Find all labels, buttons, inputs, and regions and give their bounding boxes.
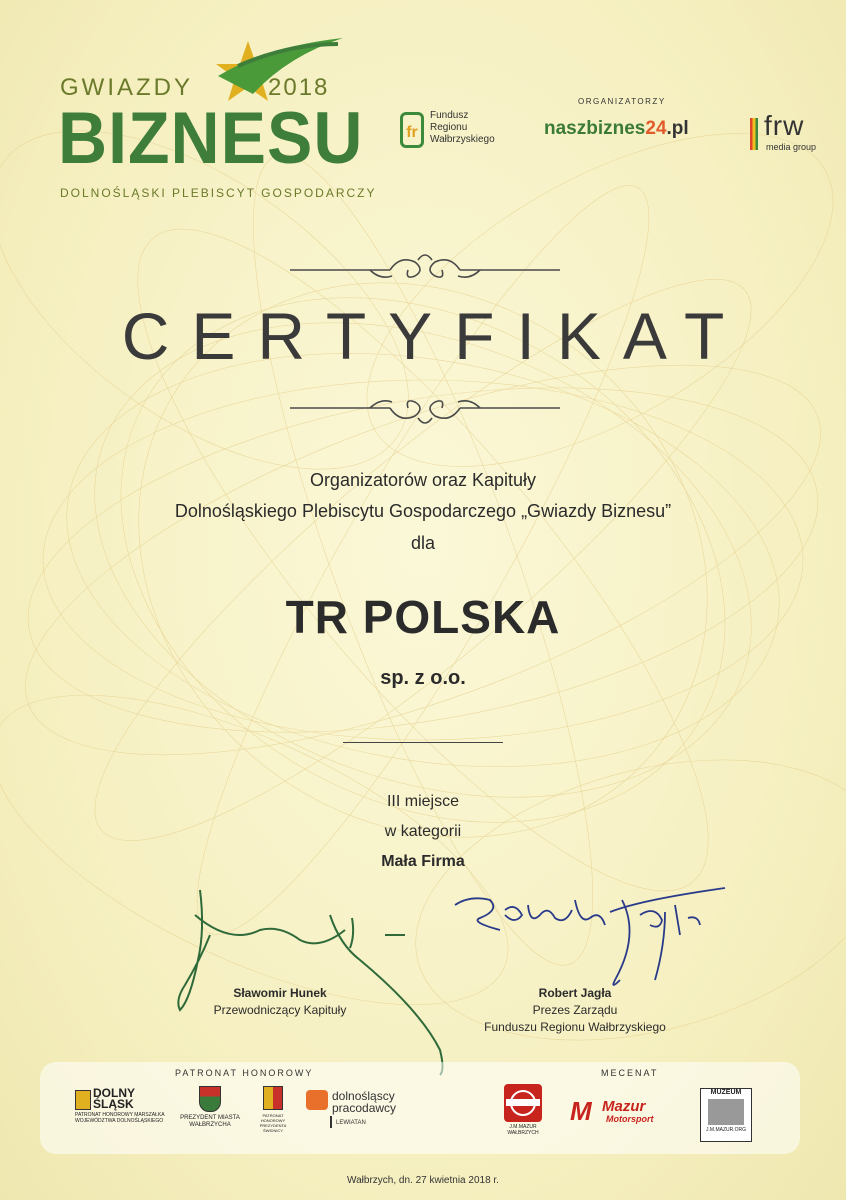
organizers-label: ORGANIZATORZY — [578, 97, 666, 106]
signer-role-organization: Funduszu Regionu Wałbrzyskiego — [484, 1020, 666, 1034]
muzeum-name: MUZEUM — [710, 1089, 742, 1096]
mecenat-label: MECENAT — [601, 1068, 659, 1078]
logo-gwiazdy-text: GWIAZDY — [60, 74, 193, 101]
logo-year: 2018 — [268, 74, 330, 101]
mazur-name: Mazur — [602, 1098, 646, 1115]
dolny-slask-subtitle: PATRONAT HONOROWY MARSZAŁKA WOJEWÓDZTWA DOLNOŚLĄSKIEGO — [75, 1112, 165, 1124]
mazur-motorsport-logo — [570, 1096, 680, 1126]
dolny-slask-logo — [75, 1088, 165, 1133]
muzeum-url: J.M.MAZUR.ORG — [706, 1127, 746, 1133]
swidnica-crest-icon — [263, 1086, 283, 1110]
signer-role: Przewodniczący Kapituły — [213, 1003, 347, 1017]
certificate-title: CERTYFIKAT — [121, 299, 747, 373]
signer-name: Robert Jagła — [538, 986, 612, 1000]
nissan-logo — [500, 1084, 546, 1142]
signature-hunek-icon — [178, 890, 442, 1075]
mazur-subtitle: Motorsport — [606, 1114, 654, 1124]
dolnoslascy-pracodawcy-logo — [306, 1090, 406, 1134]
fundusz-icon: fr — [400, 112, 424, 148]
nissan-dealer-text: J.M.MAZUR WAŁBRZYCH — [507, 1124, 539, 1136]
logo-biznesu-text: BIZNESU — [58, 97, 364, 180]
for-line: dla — [410, 533, 436, 553]
mazur-mark-icon: M — [570, 1096, 592, 1126]
prezydent-walbrzycha-logo — [175, 1086, 245, 1134]
award-category: Mała Firma — [381, 853, 465, 870]
company-legal-form: sp. z o.o. — [380, 667, 466, 689]
walbrzych-crest-icon — [199, 1086, 221, 1112]
prezydent-text: PREZYDENT MIASTA WAŁBRZYCHA — [180, 1115, 240, 1128]
frw-subtitle: media group — [766, 142, 817, 152]
dolny-slask-name: DOLNY ŚLĄSK — [93, 1086, 135, 1111]
signature-jagla-icon — [455, 888, 725, 985]
lewiatan-name: LEWIATAN — [336, 1120, 366, 1126]
prezydent-swidnicy-logo — [248, 1086, 298, 1134]
issue-date: Wałbrzych, dn. 27 kwietnia 2018 r. — [347, 1175, 499, 1186]
nasz-suffix: .pl — [666, 118, 689, 139]
organizers-line: Organizatorów oraz Kapituły — [309, 470, 537, 490]
signer-role: Prezes Zarządu — [532, 1003, 618, 1017]
patronat-swidnica-text: PATRONAT HONOROWY PREZYDENTA ŚWIDNICY — [259, 1113, 287, 1133]
nasz-number: 24 — [645, 118, 667, 139]
eagle-crest-icon — [75, 1090, 91, 1110]
nissan-icon — [504, 1084, 542, 1122]
signature-block-hunek — [200, 985, 360, 1019]
dp-name: dolnośląscy pracodawcy — [332, 1089, 397, 1115]
award-place: III miejsce — [386, 793, 459, 810]
signature-block-jagla — [470, 985, 680, 1036]
dp-mark-icon — [306, 1090, 328, 1110]
nasz-prefix: naszbiznes — [544, 118, 646, 139]
patronat-label: PATRONAT HONOROWY — [175, 1068, 314, 1078]
muzeum-building-icon — [708, 1099, 744, 1125]
frw-name: frw — [764, 110, 805, 141]
muzeum-logo — [700, 1088, 752, 1142]
company-name: TR POLSKA — [285, 591, 561, 643]
category-label: w kategorii — [384, 823, 462, 840]
logo-subtitle: DOLNOŚLĄSKI PLEBISCYT GOSPODARCZY — [60, 186, 377, 200]
lewiatan-icon — [330, 1116, 332, 1128]
signer-name: Sławomir Hunek — [233, 986, 327, 1000]
fundusz-name: Fundusz Regionu Wałbrzyskiego — [430, 110, 495, 145]
plebiscite-line: Dolnośląskiego Plebiscytu Gospodarczego „Gwiazdy Biznesu” — [174, 501, 672, 521]
